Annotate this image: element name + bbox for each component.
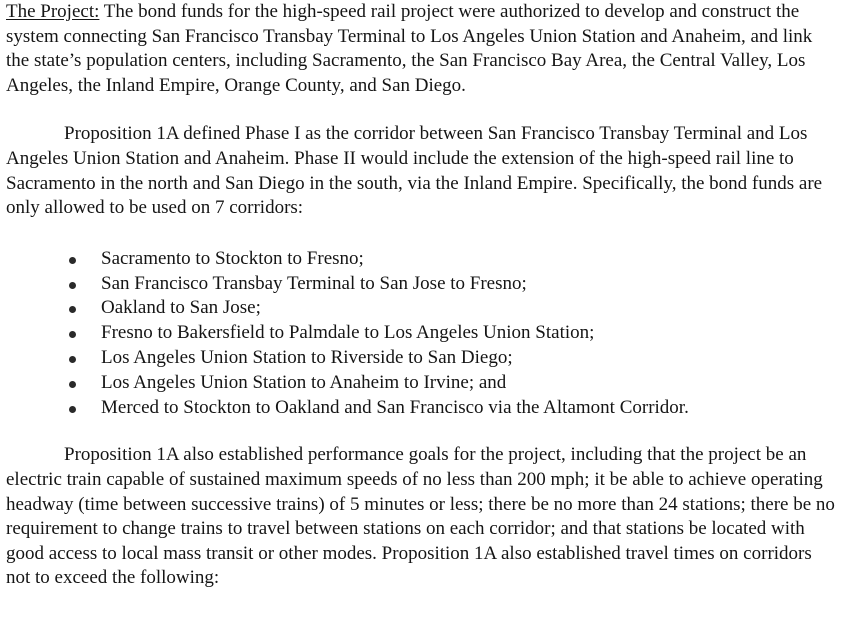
bullet-icon bbox=[69, 306, 76, 313]
bullet-icon bbox=[69, 282, 76, 289]
list-item bbox=[6, 272, 836, 297]
list-item bbox=[6, 346, 836, 371]
bullet-icon bbox=[69, 356, 76, 363]
bullet-icon bbox=[69, 257, 76, 264]
project-heading: The Project: bbox=[6, 1, 100, 22]
project-paragraph bbox=[6, 0, 836, 98]
corridor-list bbox=[6, 247, 836, 421]
corridor-text: Los Angeles Union Station to Anaheim to Irvine; and bbox=[101, 371, 507, 393]
list-item bbox=[6, 371, 836, 396]
bullet-icon bbox=[69, 406, 76, 413]
corridor-text: San Francisco Transbay Terminal to San Jose to Fresno; bbox=[101, 272, 527, 294]
corridor-text: Los Angeles Union Station to Riverside to San Diego; bbox=[101, 346, 513, 368]
corridor-text: Merced to Stockton to Oakland and San Francisco via the Altamont Corridor. bbox=[101, 396, 689, 418]
bullet-icon bbox=[69, 381, 76, 388]
corridor-text: Fresno to Bakersfield to Palmdale to Los Angeles Union Station; bbox=[101, 322, 595, 344]
document-page bbox=[6, 0, 836, 591]
project-description: The bond funds for the high-speed rail project were authorized to develop and construct the system connecting San Francisco Transbay Terminal to Los Angeles Union Station and Anaheim, and link the state’s population centers, including Sacramento, the San Francisco Bay Area, the Central Valley, Los Angeles, the Inland Empire, Orange County, and San Diego. bbox=[6, 1, 813, 96]
corridor-text: Oakland to San Jose; bbox=[101, 297, 261, 319]
list-item bbox=[6, 321, 836, 346]
goals-paragraph: Proposition 1A also established performance goals for the project, including that the project be an electric train capable of sustained maximum speeds of no less than 200 mph; it be able to achieve operating headway (time between successive trains) of 5 minutes or less; there be no more than 24 stations; there be no requirement to change trains to travel between stations on each corridor; and that stations be located with good access to local mass transit or other modes. Proposition 1A also established travel times on corridors not to exceed the following: bbox=[6, 444, 835, 589]
list-item bbox=[6, 396, 836, 421]
corridor-text: Sacramento to Stockton to Fresno; bbox=[101, 247, 364, 269]
phase-paragraph: Proposition 1A defined Phase I as the corridor between San Francisco Transbay Terminal and Los Angeles Union Station and Anaheim. Phase II would include the extension of the high-speed rail line to Sacramento in the north and San Diego in the south, via the Inland Empire. Specifically, the bond funds are only allowed to be used on 7 corridors: bbox=[6, 123, 823, 219]
bullet-icon bbox=[69, 331, 76, 338]
list-item bbox=[6, 296, 836, 321]
list-item bbox=[6, 247, 836, 272]
